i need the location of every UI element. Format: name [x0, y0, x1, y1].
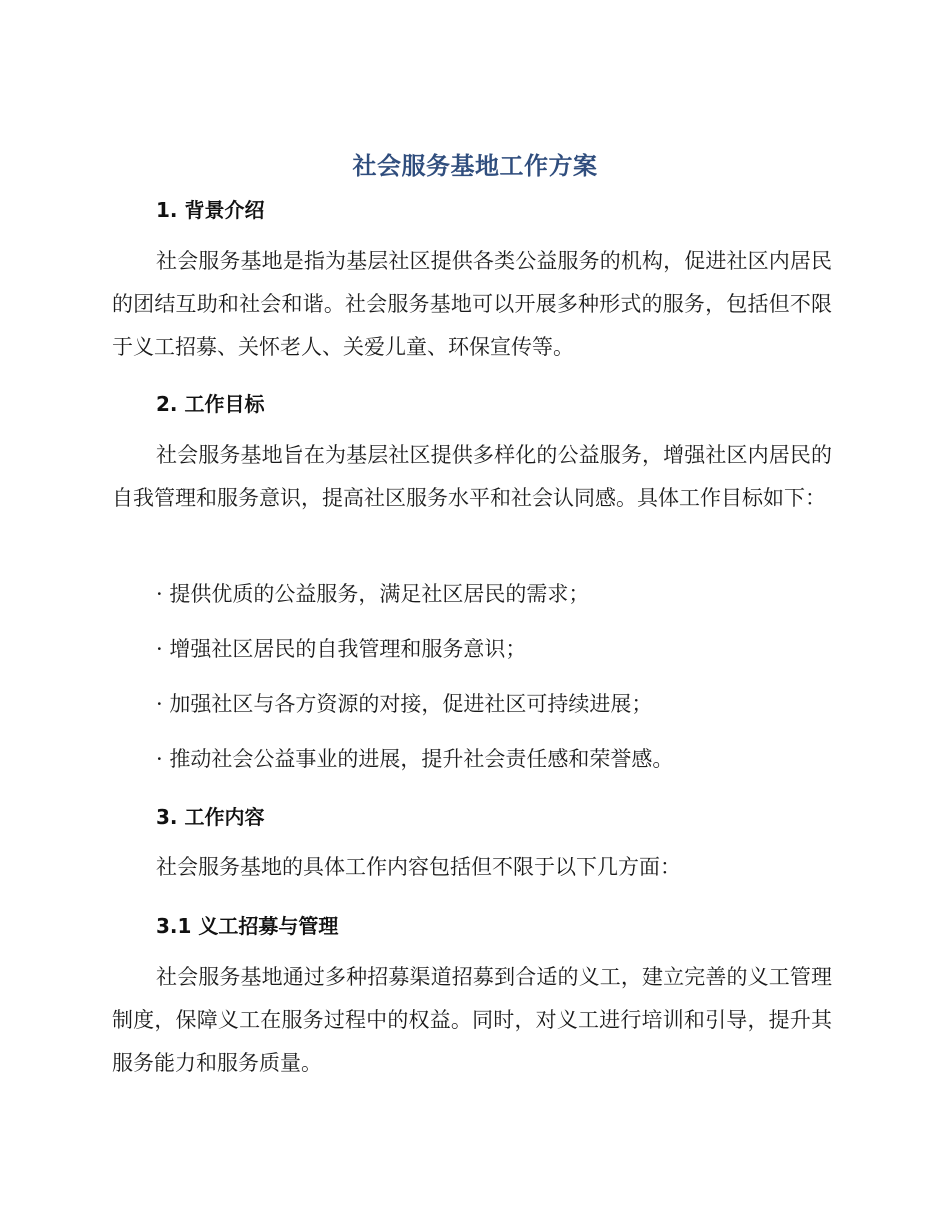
goal-bullet-item: · 提供优质的公益服务，满足社区居民的需求；: [156, 582, 590, 606]
section-heading-background: 1. 背景介绍: [156, 198, 265, 222]
goal-bullet-item: · 加强社区与各方资源的对接，促进社区可持续进展；: [156, 692, 653, 716]
goal-bullet-item: · 推动社会公益事业的进展，提升社会责任感和荣誉感。: [156, 747, 674, 771]
section-paragraph-background: 社会服务基地是指为基层社区提供各类公益服务的机构，促进社区内居民的团结互助和社会和谐。社会服务基地可以开展多种形式的服务，包括但不限于义工招募、关怀老人、关爱儿童、环保宣传等。: [112, 249, 832, 359]
section-heading-content: 3. 工作内容: [156, 805, 265, 829]
section-heading-volunteer: 3.1 义工招募与管理: [156, 914, 339, 938]
section-paragraph-goals: 社会服务基地旨在为基层社区提供多样化的公益服务，增强社区内居民的自我管理和服务意识，提高社区服务水平和社会认同感。具体工作目标如下：: [112, 443, 832, 510]
section-paragraph-volunteer: 社会服务基地通过多种招募渠道招募到合适的义工，建立完善的义工管理制度，保障义工在服务过程中的权益。同时，对义工进行培训和引导，提升其服务能力和服务质量。: [112, 965, 832, 1075]
section-heading-goals: 2. 工作目标: [156, 392, 265, 416]
document-title: 社会服务基地工作方案: [352, 152, 598, 180]
section-paragraph-content: 社会服务基地的具体工作内容包括但不限于以下几方面：: [156, 855, 681, 879]
goal-bullet-item: · 增强社区居民的自我管理和服务意识；: [156, 637, 527, 661]
